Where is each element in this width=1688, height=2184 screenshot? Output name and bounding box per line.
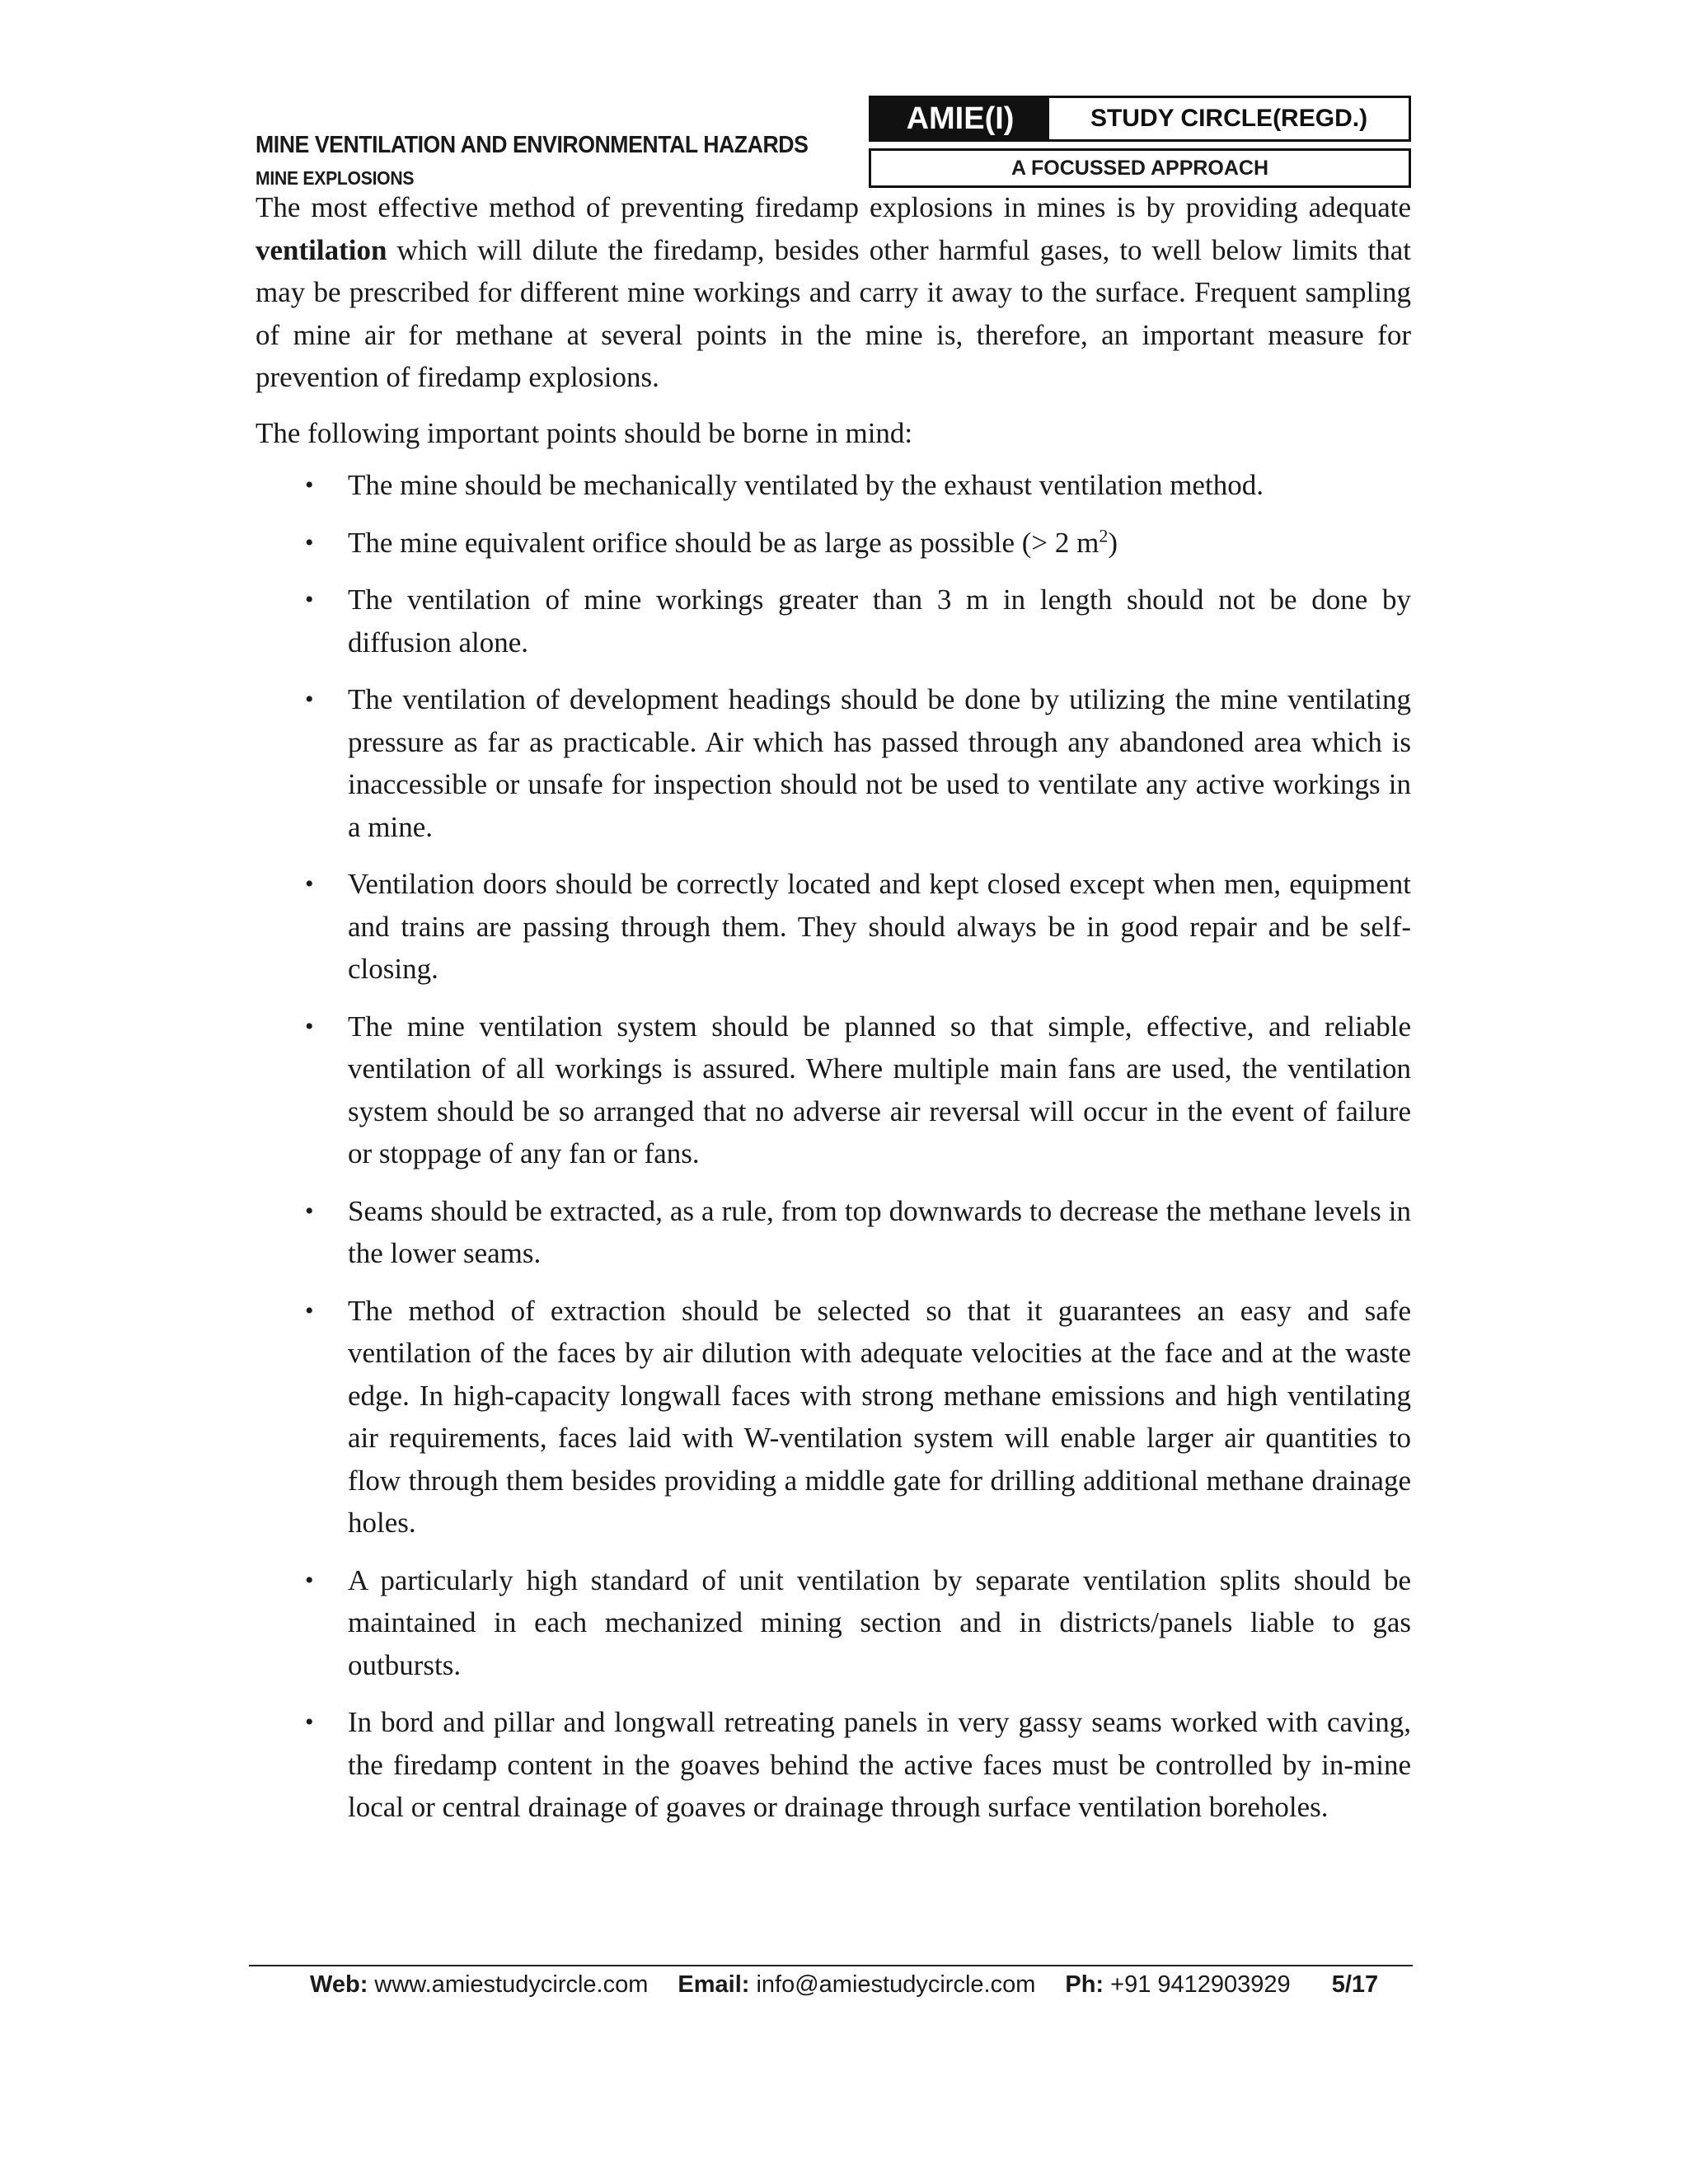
- list-item: [256, 1005, 1411, 1175]
- lead-paragraph: The following important points should be borne in mind:: [256, 416, 913, 449]
- footer-phone-number: +91 9412903929: [1104, 1971, 1291, 1998]
- bullet-icon: •: [305, 1566, 314, 1594]
- footer-phone: [1065, 1971, 1290, 1999]
- publisher-badge: [869, 96, 1411, 142]
- list-item-text: The ventilation of development headings should be done by utilizing the mine ventilating pressure as far as practicable. Air which has passed through any abandoned area which is inaccessible or unsafe for inspection should not be used to ventilate any active workings in a mine.: [348, 683, 1411, 843]
- bullet-icon: •: [305, 528, 314, 556]
- list-item-text: The ventilation of mine workings greater than 3 m in length should not be done by diffusion alone.: [348, 583, 1411, 658]
- list-item: [256, 464, 1411, 507]
- document-title: MINE VENTILATION AND ENVIRONMENTAL HAZARDS: [256, 132, 809, 158]
- footer-email-link[interactable]: info@amiestudycircle.com: [749, 1971, 1036, 1998]
- bullet-icon: •: [305, 1708, 314, 1736]
- bullet-icon: •: [305, 1296, 314, 1324]
- footer-email-label: Email:: [678, 1971, 750, 1998]
- list-item: [256, 522, 1411, 565]
- footer-web: [310, 1971, 648, 1999]
- list-item-text: The mine should be mechanically ventilated by the exhaust ventilation method.: [348, 469, 1264, 501]
- intro-paragraph: [256, 186, 1411, 399]
- list-item: [256, 1559, 1411, 1687]
- list-item-text: Ventilation doors should be correctly located and kept closed except when men, equipment and trains are passing through them. They should always be in good repair and be self-closing.: [348, 868, 1411, 985]
- list-item-text: The mine ventilation system should be planned so that simple, effective, and reliable ventilation of all workings is assured. Where multiple main fans are used, the ventilation system should be so arranged that no adverse air reversal will occur in the event of failure or stoppage of any fan or fans.: [348, 1010, 1411, 1169]
- footer-phone-label: Ph:: [1065, 1971, 1104, 1998]
- bullet-icon: •: [305, 471, 314, 499]
- badge-right-label: STUDY CIRCLE(REGD.): [1049, 98, 1409, 139]
- page-footer: [310, 1971, 1378, 1999]
- list-item: [256, 1190, 1411, 1275]
- list-item: [256, 678, 1411, 848]
- list-item: [256, 1290, 1411, 1544]
- list-item-text-tail: ): [1108, 526, 1118, 559]
- list-item-text: The method of extraction should be selected so that it guarantees an easy and safe ventilation of the faces by air dilution with adequate velocities at the face and at the waste edge. In high-capacity longwall faces with strong methane emissions and high ventilating air requirements, faces laid with W-ventilation system will enable larger air quantities to flow through them besides providing a middle gate for drilling additional methane drainage holes.: [348, 1294, 1411, 1539]
- list-item: [256, 1701, 1411, 1829]
- page-body: [256, 186, 1411, 1844]
- bullet-icon: •: [305, 870, 314, 898]
- list-item-text: A particularly high standard of unit ventilation by separate ventilation splits should be maintained in each mechanized mining section and in districts/panels liable to gas outbursts.: [348, 1563, 1411, 1681]
- intro-bold-term: ventilation: [256, 233, 387, 266]
- footer-divider: [249, 1965, 1413, 1966]
- intro-text-end: which will dilute the firedamp, besides other harmful gases, to well below limits that may be prescribed for different mine workings and carry it away to the surface. Frequent sampling of mine air for methane at several points in the mine is, therefore, an important measure for prevention of firedamp explosions.: [256, 233, 1411, 393]
- footer-email: [678, 1971, 1035, 1999]
- page-number: 5/17: [1331, 1971, 1379, 1998]
- list-item: [256, 863, 1411, 991]
- list-item-text: The mine equivalent orifice should be as large as possible (> 2 m: [348, 526, 1100, 559]
- badge-left-label: AMIE(I): [871, 98, 1049, 139]
- intro-text-start: The most effective method of preventing firedamp explosions in mines is by providing adequate: [256, 191, 1411, 223]
- page-header: [0, 0, 1688, 198]
- bullet-icon: •: [305, 1197, 314, 1225]
- list-item-text: Seams should be extracted, as a rule, from top downwards to decrease the methane levels in the lower seams.: [348, 1194, 1411, 1269]
- footer-web-label: Web:: [310, 1971, 368, 1998]
- list-item-text: In bord and pillar and longwall retreating panels in very gassy seams worked with caving, the firedamp content in the goaves behind the active faces must be controlled by in-mine local or central drainage of goaves or drainage through surface ventilation boreholes.: [348, 1706, 1411, 1823]
- points-list: [256, 464, 1411, 1829]
- bullet-icon: •: [305, 1012, 314, 1040]
- footer-web-link[interactable]: www.amiestudycircle.com: [368, 1971, 649, 1998]
- section-title: MINE EXPLOSIONS: [256, 167, 415, 189]
- bullet-icon: •: [305, 686, 314, 713]
- bullet-icon: •: [305, 586, 314, 613]
- tagline: A FOCUSSED APPROACH: [869, 148, 1411, 188]
- superscript: 2: [1099, 524, 1109, 546]
- list-item: [256, 579, 1411, 663]
